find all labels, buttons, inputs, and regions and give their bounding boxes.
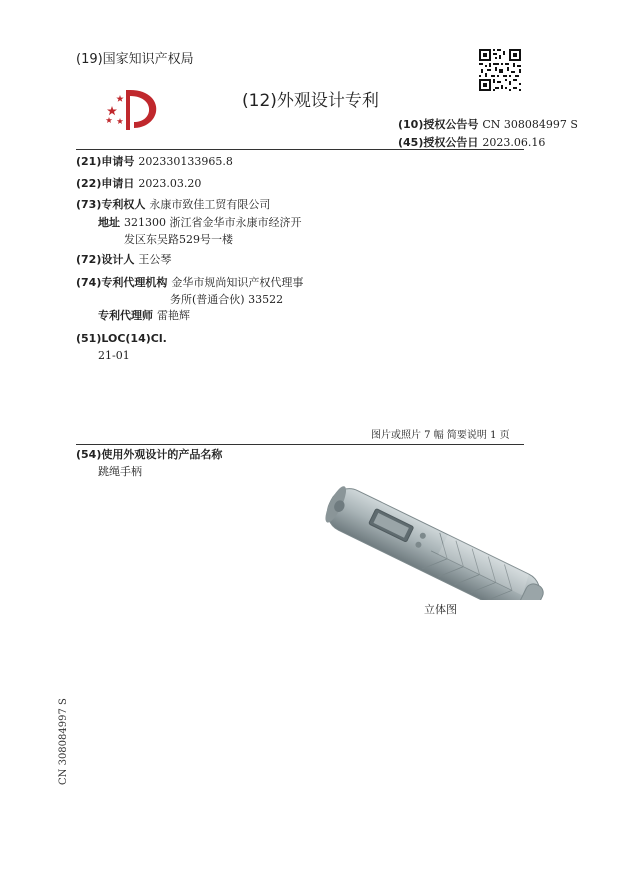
summary-divider <box>76 444 524 445</box>
product-name-value: 跳绳手柄 <box>98 465 142 478</box>
agent-value: 雷艳辉 <box>157 309 190 322</box>
agency-line-1: 金华市规尚知识产权代理事 <box>171 276 304 289</box>
address-line-2: 发区东吴路529号一楼 <box>124 233 233 246</box>
grant-date <box>398 136 545 150</box>
office-name: (19)国家知识产权局 <box>76 52 194 67</box>
loc-label: (51)LOC(14)Cl. <box>76 332 167 345</box>
designer <box>76 253 171 267</box>
address-label: 地址 <box>98 216 120 229</box>
product-name-label: (54)使用外观设计的产品名称 <box>76 448 223 461</box>
side-publication-number: CN 308084997 S <box>58 698 69 785</box>
grant-date-value: 2023.06.16 <box>482 136 546 149</box>
header-divider <box>76 149 524 150</box>
address <box>98 216 302 230</box>
patentee-value: 永康市致佳工贸有限公司 <box>149 198 271 211</box>
address-line-1: 321300 浙江省金华市永康市经济开 <box>124 216 302 229</box>
loc-classification <box>76 332 167 346</box>
summary-line: 图片或照片 7 幅 简要说明 1 页 <box>371 430 510 441</box>
product-perspective-image <box>318 460 564 600</box>
grant-date-label: (45)授权公告日 <box>398 136 479 149</box>
qr-code-icon <box>478 48 522 92</box>
filing-date <box>76 177 201 191</box>
application-number-value: 202330133965.8 <box>138 155 233 168</box>
application-number-label: (21)申请号 <box>76 155 135 168</box>
designer-value: 王公琴 <box>138 253 172 266</box>
patentee-label: (73)专利权人 <box>76 198 146 211</box>
grant-number-value: CN 308084997 S <box>482 118 578 131</box>
filing-date-value: 2023.03.20 <box>138 177 202 190</box>
patentee <box>76 198 270 212</box>
cnipa-logo-icon <box>100 86 164 134</box>
agency-label: (74)专利代理机构 <box>76 276 168 289</box>
product-name <box>76 448 222 462</box>
application-number <box>76 155 233 169</box>
designer-label: (72)设计人 <box>76 253 135 266</box>
grant-number <box>398 118 578 132</box>
grant-number-label: (10)授权公告号 <box>398 118 479 131</box>
filing-date-label: (22)申请日 <box>76 177 135 190</box>
loc-value: 21-01 <box>98 349 130 362</box>
view-caption: 立体图 <box>424 603 457 616</box>
agency <box>76 276 303 290</box>
agent-label: 专利代理师 <box>98 309 153 322</box>
document-type: (12)外观设计专利 <box>242 91 379 111</box>
agency-line-2: 务所(普通合伙) 33522 <box>170 293 284 306</box>
agent <box>98 309 190 323</box>
